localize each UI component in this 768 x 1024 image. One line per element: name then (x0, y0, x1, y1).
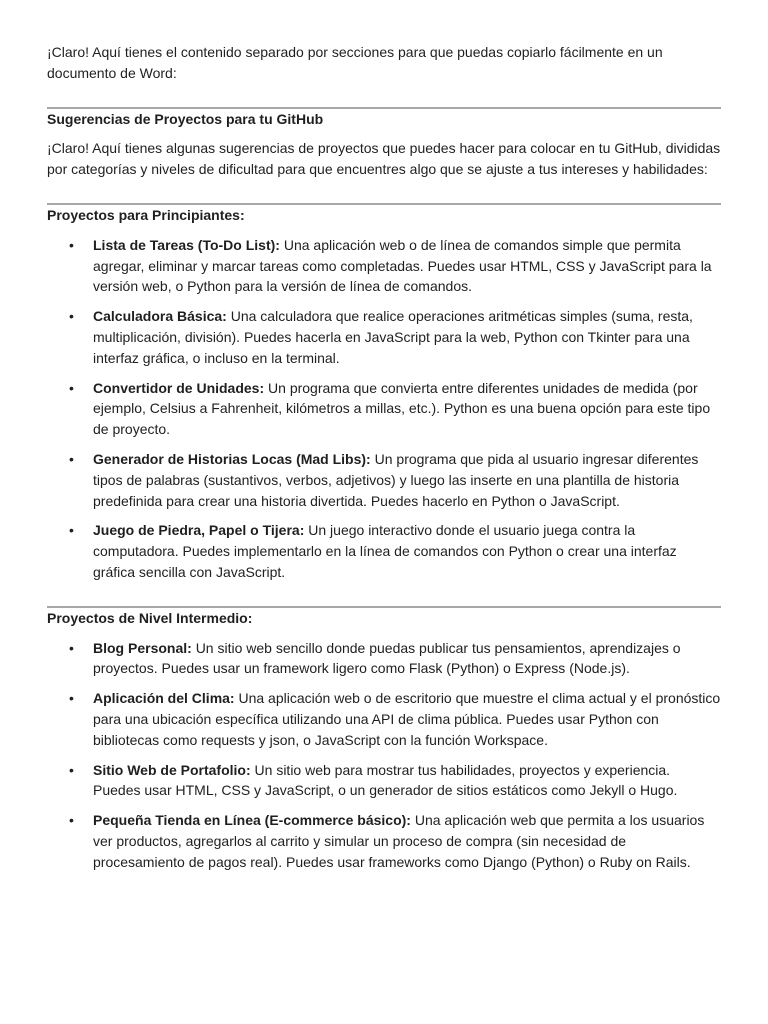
project-description: Una aplicación web o de línea de comandos simple que permita agregar, eliminar y marcar tareas como completadas. Puedes usar HTML, CSS y JavaScript para la versión web, o Python para la versión de línea de comandos. (93, 236, 712, 295)
bullet-icon: • (69, 236, 74, 253)
intro-paragraph: ¡Claro! Aquí tienes el contenido separado por secciones para que puedas copiarlo fácilmente en un documento de Word: (47, 44, 663, 81)
list-item (47, 449, 721, 511)
list-item (47, 378, 721, 440)
bullet-icon: • (69, 450, 74, 467)
project-name: Juego de Piedra, Papel o Tijera: (93, 522, 305, 539)
project-name: Aplicación del Clima: (93, 690, 235, 707)
list-item (47, 306, 721, 368)
project-name: Sitio Web de Portafolio: (93, 761, 251, 778)
project-description: Un sitio web para mostrar tus habilidades, proyectos y experiencia. Puedes usar HTML, CSS y JavaScript, o un generador de sitios estáticos como Jekyll o Hugo. (93, 761, 678, 799)
project-description: Un juego interactivo donde el usuario juega contra la computadora. Puedes implementarlo en la línea de comandos con Python o crear una interfaz gráfica sencilla con JavaScript. (93, 522, 677, 580)
project-name: Calculadora Básica: (93, 308, 227, 325)
project-description: Una calculadora que realice operaciones aritméticas simples (suma, resta, multiplicación, división). Puedes hacerla en JavaScript para la web, Python con Tkinter para una interfaz gráfica, o incluso en la terminal. (93, 308, 693, 366)
bullet-icon: • (69, 639, 74, 656)
section-description-main: ¡Claro! Aquí tienes algunas sugerencias de proyectos que puedes hacer para colocar en tu GitHub, divididas por categorías y niveles de dificultad para que encuentres algo que se ajuste a tus intereses y habilidades: (47, 140, 721, 178)
list-item (47, 688, 721, 750)
list-item (47, 760, 721, 802)
beginner-project-list (47, 235, 721, 583)
project-description: Un programa que pida al usuario ingresar diferentes tipos de palabras (sustantivos, verbos, adjetivos) y luego las inserte en una plantilla de historia predefinida para crear una historia divertida. Puedes hacerlo en Python o JavaScript. (93, 450, 699, 509)
section-title-intermediate: Proyectos de Nivel Intermedio: (47, 609, 253, 626)
section-title-beginner: Proyectos para Principiantes: (47, 206, 245, 223)
spacer (47, 592, 721, 606)
project-description: Un programa que convierta entre diferentes unidades de medida (por ejemplo, Celsius a Fahrenheit, kilómetros a millas, etc.). Python es una buena opción para este tipo de proyecto. (93, 379, 711, 438)
bullet-icon: • (69, 812, 74, 829)
project-description: Una aplicación web o de escritorio que muestre el clima actual y el pronóstico para una ubicación específica utilizando una API de clima pública. Puedes usar Python con bibliotecas como requests y json, o JavaScript con la función Workspace. (93, 690, 721, 748)
project-name: Pequeña Tienda en Línea (E-commerce básico): (93, 812, 411, 829)
section-title-main: Sugerencias de Proyectos para tu GitHub (47, 110, 324, 127)
project-name: Generador de Historias Locas (Mad Libs): (93, 450, 371, 467)
bullet-icon: • (69, 522, 74, 539)
list-item (47, 235, 721, 297)
project-description: Un sitio web sencillo donde puedas publicar tus pensamientos, aprendizajes o proyectos. Puedes usar un framework ligero como Flask (Python) o Express (Node.js). (93, 639, 681, 677)
bullet-icon: • (69, 379, 74, 396)
bullet-icon: • (69, 308, 74, 325)
bullet-icon: • (69, 690, 74, 707)
bullet-icon: • (69, 761, 74, 778)
project-description: Una aplicación web que permita a los usuarios ver productos, agregarlos al carrito y simular un proceso de compra (sin necesidad de procesamiento de pagos real). Puedes usar frameworks como Django (Python) o Ruby on Rails. (93, 812, 705, 870)
intermediate-project-list (47, 638, 721, 873)
list-item (47, 810, 721, 872)
list-item (47, 638, 721, 680)
project-name: Convertidor de Unidades: (93, 379, 265, 396)
project-name: Lista de Tareas (To-Do List): (93, 236, 280, 253)
project-name: Blog Personal: (93, 639, 192, 656)
list-item (47, 520, 721, 582)
